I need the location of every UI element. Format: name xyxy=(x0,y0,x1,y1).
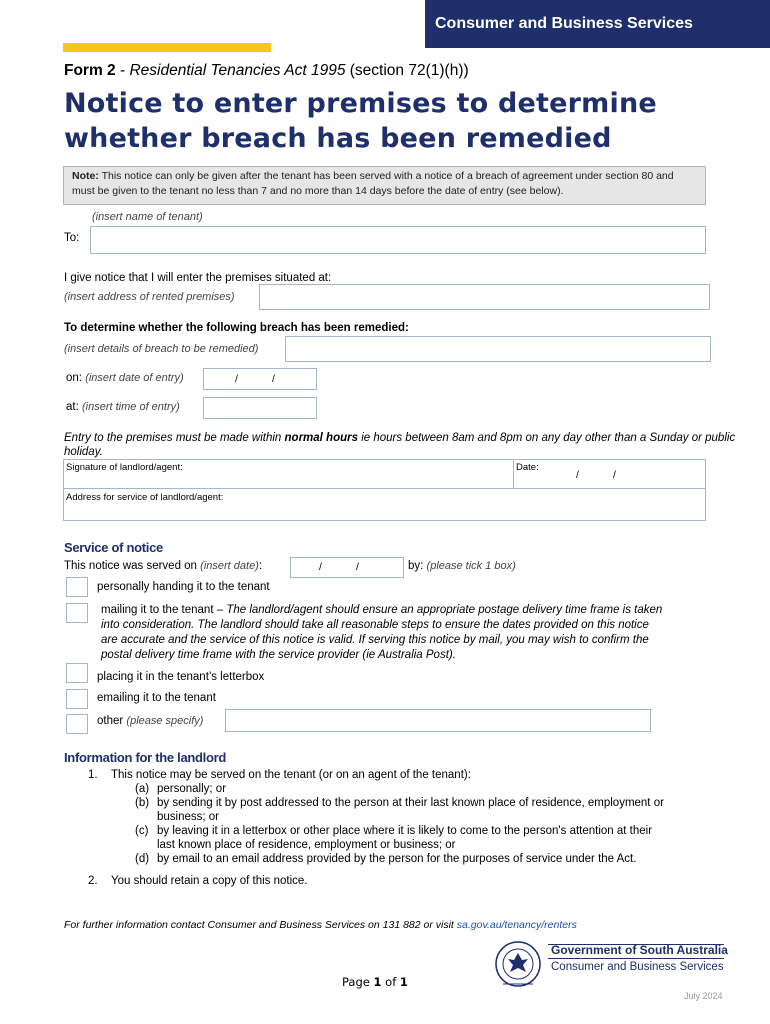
info-item-1: This notice may be served on the tenant (or on an agent of the tenant): xyxy=(111,769,471,781)
personal-option: personally handing it to the tenant xyxy=(97,581,270,593)
mail-checkbox[interactable] xyxy=(66,603,88,623)
tenant-name-field[interactable] xyxy=(90,226,706,254)
info-item-2-number: 2. xyxy=(88,875,98,887)
email-checkbox[interactable] xyxy=(66,689,88,709)
accent-bar xyxy=(63,43,271,52)
info-a: personally; or xyxy=(157,783,227,795)
entry-date-field[interactable]: / / xyxy=(203,368,317,390)
letterbox-checkbox[interactable] xyxy=(66,663,88,683)
signature-field[interactable] xyxy=(64,460,513,489)
breach-details-field[interactable] xyxy=(285,336,711,362)
info-c-line-2: last known place of residence, employment or business; or xyxy=(157,839,456,851)
served-on-label: This notice was served on (insert date): xyxy=(64,560,263,572)
info-d-label: (d) xyxy=(135,853,150,865)
gov-logo-rule xyxy=(548,958,724,959)
signature-label: Signature of landlord/agent: xyxy=(66,462,183,473)
mail-option: mailing it to the tenant – The landlord/agent should ensure an appropriate postage delivery time frame is taken into consideration. The landlord should take all reasonable steps to ensure the dates provided on this notice are accurate and the service of this notice is valid. If serving this notice by mail, you may wish to confirm the postal delivery time frame with the service provider (ie Australia Post). xyxy=(101,604,663,661)
form-reference: Form 2 - Residential Tenancies Act 1995 (section 72(1)(h)) xyxy=(64,62,469,79)
page-title: Notice to enter premises to determine whether breach has been remedied xyxy=(64,88,657,154)
tenant-name-hint: (insert name of tenant) xyxy=(92,211,203,223)
premises-intro: I give notice that I will enter the premises situated at: xyxy=(64,272,332,284)
agency-banner: Consumer and Business Services xyxy=(425,0,770,48)
other-option: other (please specify) xyxy=(97,715,204,727)
info-a-label: (a) xyxy=(135,783,150,795)
served-date-field[interactable]: / / xyxy=(290,557,404,578)
letterbox-option: placing it in the tenant’s letterbox xyxy=(97,671,265,683)
info-heading: Information for the landlord xyxy=(64,750,227,765)
address-for-service-field[interactable] xyxy=(64,490,705,520)
breach-hint: (insert details of breach to be remedied) xyxy=(64,343,259,355)
renters-link[interactable]: sa.gov.au/tenancy/renters xyxy=(456,919,577,931)
signature-date-field[interactable] xyxy=(514,460,706,489)
info-b-line-2: business; or xyxy=(157,811,220,823)
entry-date-label: on: (insert date of entry) xyxy=(66,372,184,384)
signature-table xyxy=(63,459,706,521)
south-australia-crest-icon xyxy=(493,940,545,988)
entry-hours-note: Entry to the premises must be made within normal hours ie hours between 8am and 8pm on any day other than a Sunday or public holiday. xyxy=(64,432,736,458)
premises-address-field[interactable] xyxy=(259,284,710,310)
other-specify-field[interactable] xyxy=(225,709,651,732)
info-item-1-number: 1. xyxy=(88,769,98,781)
footer-date: July 2024 xyxy=(684,991,723,1001)
entry-time-label: at: (insert time of entry) xyxy=(66,401,180,413)
date-label: Date: xyxy=(516,462,539,473)
premises-hint: (insert address of rented premises) xyxy=(64,291,235,303)
footer-contact: For further information contact Consumer and Business Services on 131 882 or visit sa.gov.au/tenancy/renters xyxy=(64,919,577,931)
to-label: To: xyxy=(64,232,80,244)
info-item-2: You should retain a copy of this notice. xyxy=(111,875,308,887)
date-sep-2: / xyxy=(613,469,616,481)
by-label: by: (please tick 1 box) xyxy=(408,560,516,572)
info-c-label: (c) xyxy=(135,825,149,837)
address-for-service-label: Address for service of landlord/agent: xyxy=(66,492,224,503)
gov-title: Government of South Australia xyxy=(551,943,728,957)
breach-heading: To determine whether the following breach has been remedied: xyxy=(64,322,409,334)
email-option: emailing it to the tenant xyxy=(97,692,216,704)
info-b-line-1: by sending it by post addressed to the person at their last known place of residence, employment or xyxy=(157,797,664,809)
service-heading: Service of notice xyxy=(64,540,163,555)
info-d: by email to an email address provided by the person for the purposes of service under the Act. xyxy=(157,853,637,865)
personal-checkbox[interactable] xyxy=(66,577,88,597)
info-c-line-1: by leaving it in a letterbox or other place where it is likely to come to the person's attention at their xyxy=(157,825,653,837)
date-sep-1: / xyxy=(576,469,579,481)
other-checkbox[interactable] xyxy=(66,714,88,734)
gov-subtitle: Consumer and Business Services xyxy=(551,961,724,973)
entry-time-field[interactable] xyxy=(203,397,317,419)
signature-row xyxy=(64,460,705,489)
note-box: Note: This notice can only be given after the tenant has been served with a notice of a breach of agreement under section 80 and must be given to the tenant no less than 7 and no more than 14 days before the date of entry (see below). xyxy=(63,166,706,205)
info-b-label: (b) xyxy=(135,797,150,809)
page-number: Page 1 of 1 xyxy=(342,975,408,989)
